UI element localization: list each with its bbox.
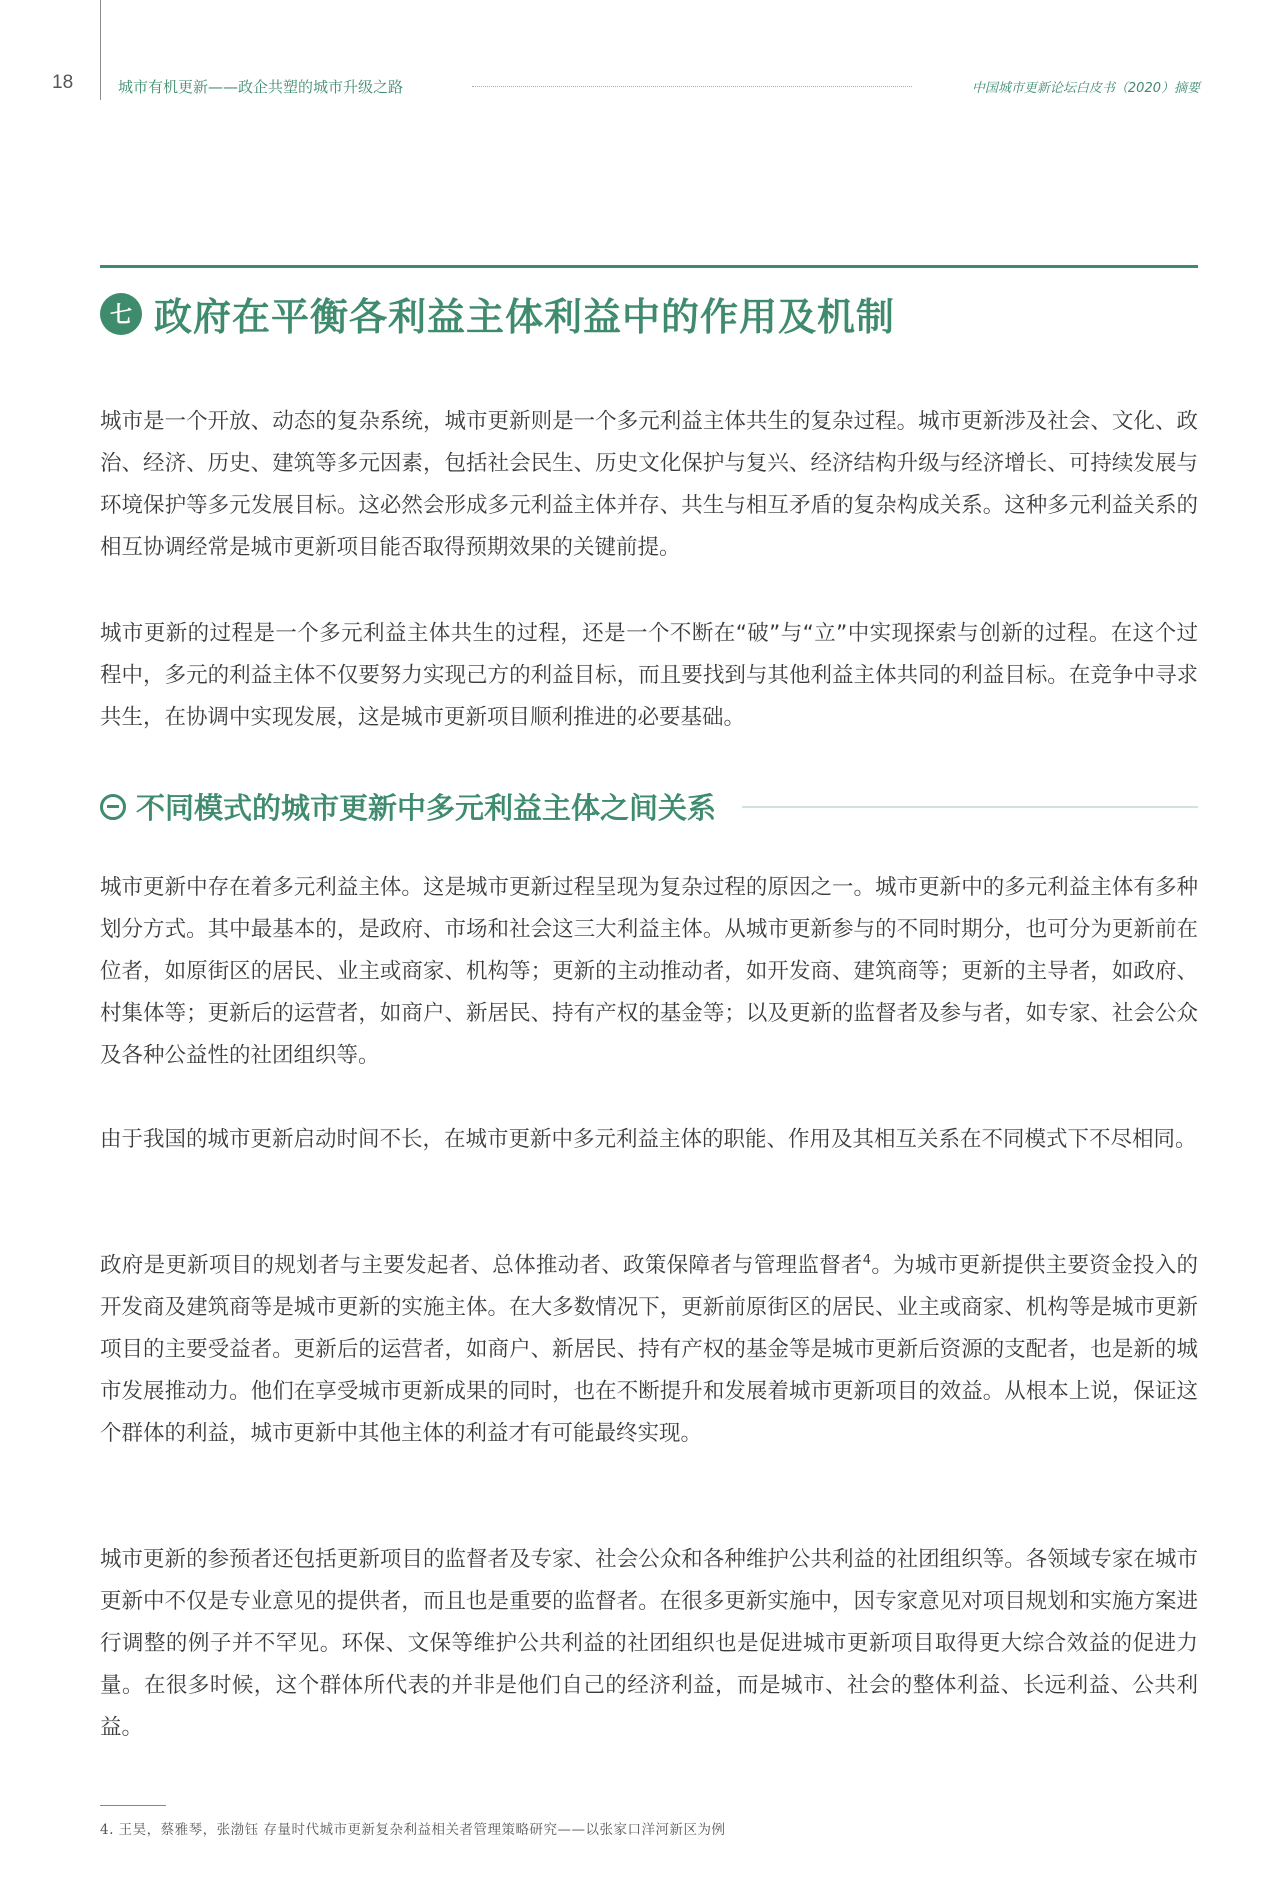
running-header-title: 城市有机更新——政企共塑的城市升级之路 [118,78,404,96]
body-paragraph-3 [100,1245,1198,1455]
footnote-rule [100,1805,166,1806]
intro-paragraph-2: 城市更新的过程是一个多元利益主体共生的过程，还是一个不断在“破”与“立”中实现探索与创新的过程。在这个过程中，多元的利益主体不仅要努力实现己方的利益目标，而且要找到与其他利益主体共同的利益目标。在竞争中寻求共生，在协调中实现发展，这是城市更新项目顺利推进的必要基础。 [100,621,1198,730]
section-number-badge: 七 [100,293,142,335]
section-title-rule [100,265,1198,268]
page-number: 18 [52,72,74,93]
subsection-rule [742,806,1198,808]
subsection-heading [100,786,1198,827]
section-heading [100,286,895,341]
subsection-number-icon [100,794,126,820]
subsection-title: 不同模式的城市更新中多元利益主体之间关系 [136,791,717,825]
body-paragraph-4: 城市更新的参预者还包括更新项目的监督者及专家、社会公众和各种维护公共利益的社团组织等。各领域专家在城市更新中不仅是专业意见的提供者，而且也是重要的监督者。在很多更新实施中，因专家意见对项目规划和实施方案进行调整的例子并不罕见。环保、文保等维护公共利益的社团组织也是促进城市更新项目取得更大综合效益的促进力量。在很多时候，这个群体所代表的并非是他们自己的经济利益，而是城市、社会的整体利益、长远利益、公共利益。 [100,1547,1198,1740]
body-paragraph-3-start: 政府是更新项目的规划者与主要发起者、总体推动者、政策保障者与管理监督者 [100,1253,863,1278]
footnote: 4. 王昊，蔡雅琴，张渤钰 存量时代城市更新复杂利益相关者管理策略研究——以张家口洋河新区为例 [100,1822,726,1838]
running-header-source: 中国城市更新论坛白皮书（2020）摘要 [971,81,1200,96]
header-divider-line [100,0,101,100]
header-dotted-rule [472,86,912,87]
body-paragraph-1: 城市更新中存在着多元利益主体。这是城市更新过程呈现为复杂过程的原因之一。城市更新中的多元利益主体有多种划分方式。其中最基本的，是政府、市场和社会这三大利益主体。从城市更新参与的不同时期分，也可分为更新前在位者，如原街区的居民、业主或商家、机构等；更新的主动推动者，如开发商、建筑商等；更新的主导者，如政府、村集体等；更新后的运营者，如商户、新居民、持有产权的基金等；以及更新的监督者及参与者，如专家、社会公众及各种公益性的社团组织等。 [100,875,1198,1068]
body-paragraph-2: 由于我国的城市更新启动时间不长，在城市更新中多元利益主体的职能、作用及其相互关系在不同模式下不尽相同。 [100,1127,1197,1152]
footnote-reference: 4 [862,1252,872,1268]
intro-paragraph-1: 城市是一个开放、动态的复杂系统，城市更新则是一个多元利益主体共生的复杂过程。城市更新涉及社会、文化、政治、经济、历史、建筑等多元因素，包括社会民生、历史文化保护与复兴、经济结构升级与经济增长、可持续发展与环境保护等多元发展目标。这必然会形成多元利益主体并存、共生与相互矛盾的复杂构成关系。这种多元利益关系的相互协调经常是城市更新项目能否取得预期效果的关键前提。 [100,409,1198,560]
subsection-number-glyph [107,805,119,808]
section-title: 政府在平衡各利益主体利益中的作用及机制 [154,295,896,339]
body-paragraph-3-rest: 。为城市更新提供主要资金投入的开发商及建筑商等是城市更新的实施主体。在大多数情况下，更新前原街区的居民、业主或商家、机构等是城市更新项目的主要受益者。更新后的运营者，如商户、新居民、持有产权的基金等是城市更新后资源的支配者，也是新的城市发展推动力。他们在享受城市更新成果的同时，也在不断提升和发展着城市更新项目的效益。从根本上说，保证这个群体的利益，城市更新中其他主体的利益才有可能最终实现。 [100,1253,1198,1446]
